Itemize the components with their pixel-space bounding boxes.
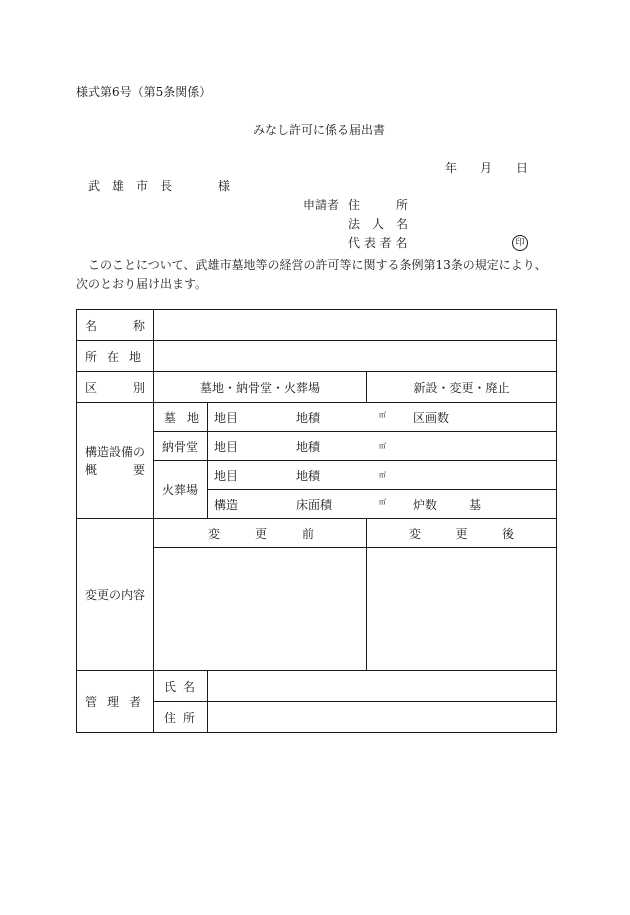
- after-header: 変 更 後: [367, 519, 557, 548]
- applicant-rep-label: 代 表 者 名: [348, 236, 408, 250]
- after-field[interactable]: [367, 548, 557, 671]
- row-category: [77, 372, 557, 403]
- document-title: みなし許可に係る届出書: [253, 123, 386, 137]
- seal-icon: 印: [512, 235, 528, 251]
- grave-details[interactable]: 地目 地積 ㎡ 区画数: [208, 403, 557, 432]
- row-grave: [77, 403, 557, 432]
- applicant-label: 申請者: [303, 198, 340, 212]
- manager-name-field[interactable]: [208, 671, 557, 702]
- row-manager-name: [77, 671, 557, 702]
- crematorium-details-1[interactable]: 地目 地積 ㎡: [208, 461, 557, 490]
- seal-mark: [512, 235, 528, 251]
- change-content-label-cell: 変更の内容: [77, 519, 154, 671]
- name-field[interactable]: [154, 310, 557, 341]
- applicant-corp-name-label: 法 人 名: [348, 217, 409, 231]
- category-options[interactable]: 墓地・納骨堂・火葬場: [154, 372, 367, 403]
- location-field[interactable]: [154, 341, 557, 372]
- before-header: 変 更 前: [154, 519, 367, 548]
- location-label-cell: 所 在 地: [77, 341, 154, 372]
- form-number: 様式第6号（第5条関係）: [76, 85, 212, 99]
- date-year: 年: [445, 161, 458, 175]
- crematorium-details-2[interactable]: 構造 床面積 ㎡ 炉数 基: [208, 490, 557, 519]
- ossuary-details[interactable]: 地目 地積 ㎡: [208, 432, 557, 461]
- name-label-cell: 名 称: [77, 310, 154, 341]
- row-change-header: [77, 519, 557, 548]
- manager-name-label-cell: 氏 名: [154, 671, 208, 702]
- date-day: 日: [516, 161, 529, 175]
- grave-label-cell: 墓 地: [154, 403, 208, 432]
- date-month: 月: [480, 161, 493, 175]
- row-location: [77, 341, 557, 372]
- category-label-cell: 区 別: [77, 372, 154, 403]
- manager-address-label-cell: 住 所: [154, 702, 208, 733]
- row-name: [77, 310, 557, 341]
- manager-label-cell: 管 理 者: [77, 671, 154, 733]
- body-text: このことについて、武雄市墓地等の経営の許可等に関する条例第13条の規定により、次のとおり届け出ます。: [76, 258, 547, 291]
- applicant-address-label: 住 所: [348, 198, 409, 212]
- addressee-mayor: 武 雄 市 長: [88, 179, 173, 193]
- crematorium-label-cell: 火葬場: [154, 461, 208, 519]
- notification-table: [76, 309, 557, 733]
- change-type-options[interactable]: 新設・変更・廃止: [367, 372, 557, 403]
- ossuary-label-cell: 納骨堂: [154, 432, 208, 461]
- structure-label-cell: 構造設備の 概 要: [77, 403, 154, 519]
- manager-address-field[interactable]: [208, 702, 557, 733]
- addressee-honorific: 様: [218, 179, 231, 193]
- before-field[interactable]: [154, 548, 367, 671]
